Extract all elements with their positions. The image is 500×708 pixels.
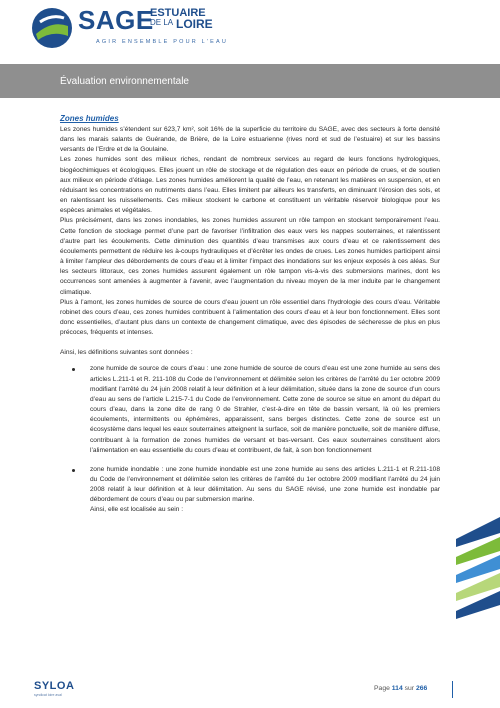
page-label: Page bbox=[374, 685, 390, 692]
definitions-list bbox=[60, 364, 440, 515]
logo-de-la-text: DE LA bbox=[150, 18, 174, 27]
section-banner bbox=[0, 64, 500, 98]
section-heading: Zones humides bbox=[60, 114, 119, 123]
list-item: zone humide inondable : une zone humide inondable est une zone humide au sens des articles L.211-1 et R.211-108 du Code de l’environnement et délimitée selon les critères de l’arrêté du 1er octobre 2009 modifiant l’arrêté du 24 juin 2008 relatif à leur définition et à leur délimitation. Au sens du SAGE révisé, une zone humide est inondable par débordement de cours d’eau ou par submersion marine. Ainsi, elle est localisée au sein : bbox=[60, 465, 440, 516]
page-number bbox=[374, 685, 427, 692]
page-number-divider bbox=[452, 681, 453, 698]
syloa-logo bbox=[34, 680, 74, 700]
paragraph: Plus à l’amont, les zones humides de source de cours d’eau jouent un rôle essentiel dans l’hydrologie des cours d’eau. Véritable robinet des cours d’eau, ces zones humides contribuent à l’alimentation des cours d’eau et à leur bon fonctionnement. Elles sont donc essentielles, d’autant plus dans un contexte de changement climatique, avec des épisodes de sécheresse de plus en plus précoces, fréquents et intenses. bbox=[60, 298, 440, 337]
logo-tagline: AGIR ENSEMBLE POUR L'EAU bbox=[96, 39, 229, 45]
decorative-stripes bbox=[456, 517, 500, 629]
syloa-logo-text: SYLOA bbox=[34, 680, 75, 692]
list-item: zone humide de source de cours d’eau : une zone humide de source de cours d’eau est une zone humide au sens des articles L.211-1 et R. 211-108 du Code de l’environnement et délimitée selon les critères de l’arrêté du 1er octobre 2009 modifiant l’arrêté du 24 juin 2008 relatif à leur définition et à leur délimitation, située dans la zone de source d’un cours d’eau au sens de l’article L.215-7-1 du Code de l’environnement. Cette zone de source se situe en amont du départ du cours d’eau, dans la zone dite de rang 0 de Strahler, c’est-à-dire en tête de bassin versant, là où les premiers écoulements, intermittents ou éphémères, apparaissent, sans berges distinctes. Cette zone de source est un écosystème dans lequel les eaux souterraines atteignent la surface, soit de manière ponctuelle, soit de manière diffuse, contribuant à la formation de zones humides de versant et bas-versant. Ces eaux souterraines constituent alors l’alimentation en eau essentielle du cours d’eau et contribuent, de fait, à son bon fonctionnement bbox=[60, 364, 440, 455]
of-label: sur bbox=[404, 685, 415, 692]
definitions-intro: Ainsi, les définitions suivantes sont données : bbox=[60, 349, 193, 357]
syloa-logo-subtitle: syndicat loire aval bbox=[34, 693, 62, 697]
paragraph: Les zones humides sont des milieux riches, rendant de nombreux services au regard de leurs fonctions hydrologiques, biogéochimiques et écologiques. Elles jouent un rôle de stockage et de régulation des eaux en période de crues, et de soutien aux milieux en période d’étiage. Les zones humides améliorent la qualité de l’eau, en retenant les matières en suspension, et en réduisant les concentrations en nutriments dans l’eau. Elles limitent par ailleurs les transferts, en diminuant l’érosion des sols, et en ralentissant les ruissellements. Ces milieux stockent le carbone et constituent un véritable réservoir biologique pour les espèces animales et végétales. bbox=[60, 156, 440, 215]
logo-sage-text: SAGE bbox=[78, 5, 154, 35]
paragraph: Les zones humides s’étendent sur 623,7 km², soit 16% de la superficie du territoire du SAGE, avec des secteurs à forte densité dans les marais salants de Guérande, de Brière, de la Loire estuarienne (rives nord et sud de l’estuaire) et sur les bassins versants de l’Erdre et de la Goulaine. bbox=[60, 126, 440, 154]
sage-logo-mark bbox=[30, 6, 74, 50]
logo-estuaire-text: ESTUAIRE bbox=[150, 7, 206, 19]
sage-logo bbox=[30, 6, 230, 54]
document-body bbox=[60, 113, 440, 525]
banner-title: Évaluation environnementale bbox=[60, 76, 189, 87]
total-pages: 266 bbox=[415, 685, 428, 692]
current-page: 114 bbox=[391, 685, 403, 692]
logo-loire-text: LOIRE bbox=[176, 17, 213, 31]
paragraph: Plus précisément, dans les zones inondables, les zones humides assurent un rôle tampon en stockant temporairement l’eau. Cette fonction de stockage permet d’une part de favoriser l’infiltration des eaux vers les nappes souterraines, et ralentissent d’autre part les écoulements. Cette diminution des quantités d’eau transmises aux cours d’eau et ce ralentissement des écoulements permettent de réduire les à-coups hydrauliques et d’écrêter les ondes de crues. Les zones humides participent ainsi à limiter l’ampleur des débordements de cours d’eau et à limiter l’impact des inondations sur les enjeux exposés à ces aléas. Sur les secteurs littoraux, ces zones humides assurent également un rôle tampon vis-à-vis des submersions marines, dont les occurrences sont amenées à augmenter à l’avenir, avec l’augmentation du niveau moyen de la mer induite par le changement climatique. bbox=[60, 217, 440, 296]
